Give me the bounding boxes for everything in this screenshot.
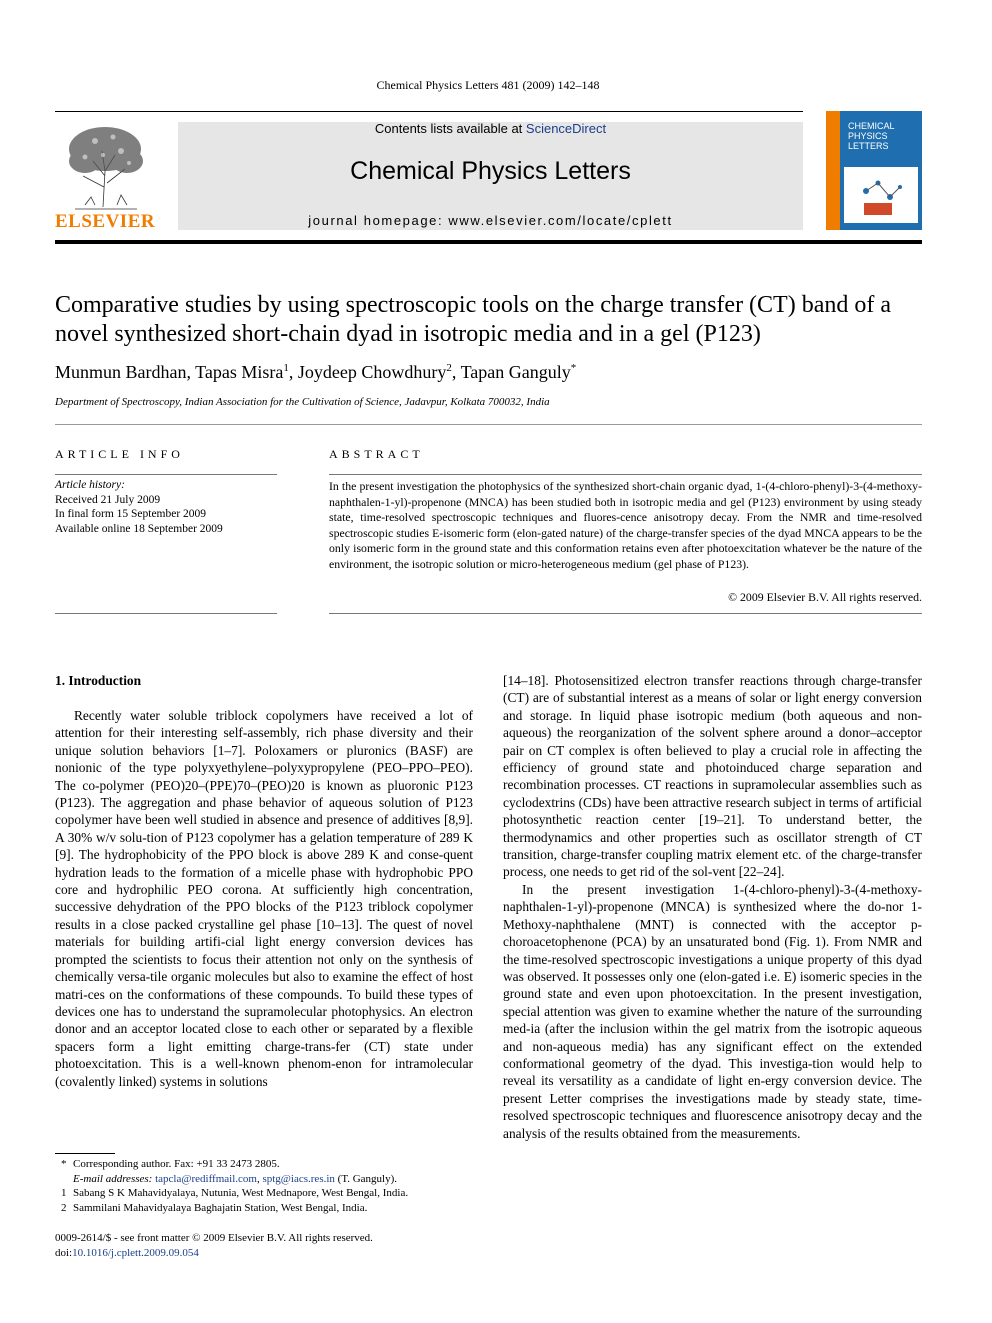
received-date: Received 21 July 2009 — [55, 493, 161, 506]
doi-link[interactable]: 10.1016/j.cplett.2009.09.054 — [72, 1246, 199, 1259]
footnote-2: 2 Sammilani Mahavidyalaya Baghajatin Station, West Bengal, India. — [61, 1201, 368, 1214]
footnote-1: 1 Sabang S K Mahavidyalaya, Nutunia, West Mednapore, West Bengal, India. — [61, 1187, 409, 1200]
contents-prefix: Contents lists available at — [374, 121, 526, 136]
issn-doi-block — [55, 1231, 373, 1260]
corresponding-author-mark[interactable]: * — [570, 362, 577, 374]
body-column-right — [503, 672, 922, 1142]
sciencedirect-link[interactable]: ScienceDirect — [525, 121, 607, 136]
running-head: Chemical Physics Letters 481 (2009) 142–148 — [376, 78, 600, 92]
footnote-rule — [55, 1153, 115, 1154]
journal-name: Chemical Physics Letters — [350, 157, 631, 185]
author-footnote-mark[interactable]: 2 — [446, 362, 452, 374]
author-name: Tapan Ganguly — [460, 362, 571, 382]
body-column-left — [55, 707, 473, 1090]
abstract-text: In the present investigation the photophysics of the synthesized short-chain organic dyad, 1-(4-chloro-phenyl)-3-(4-methoxy-naphthalen-1-yl)-propenone (MNCA) has been studied both in isotropic media and gel (P123) environment by using steady state, time-resolved spectroscopic techniques and fluores-cence anisotropy decay. From the NMR and time-resolved spectroscopic studies E-isomeric form (elon-gated nature) of the charge-transfer species of the dyad MNCA appears to be the only isomeric form in the ground state and this conformation retains even after photoexcitation whatever be the nature of the environment, the isotropic solution or micro-heterogeneous medium (gel phase of P123). — [329, 479, 922, 571]
doi-line: doi:10.1016/j.cplett.2009.09.054 — [55, 1246, 199, 1259]
author-footnote-mark[interactable]: 1 — [283, 362, 289, 374]
footnote-corresponding: * Corresponding author. Fax: +91 33 2473 2805. — [61, 1158, 280, 1170]
abstract-copyright: © 2009 Elsevier B.V. All rights reserved. — [728, 590, 922, 604]
body-paragraph: In the present investigation 1-(4-chloro-phenyl)-3-(4-methoxy-naphthalen-1-yl)-propenone (MNCA) is synthesized where the do-nor 1-Methoxy-naphthalene (MNT) is connected with the acceptor p-choroacetophenone (PCA) by an unsaturated bond (Fig. 1). From NMR and the time-resolved spectroscopic investigations a unique property of this dyad was observed. It possesses only one (elon-gated i.e. E) isomeric species in the ground state and even upon photoexcitation. In the present investigation, special attention was given to examine whether the nature of the surrounding med-ia (after the inclusion within the gel matrix from the isotropic aqueous and non-aqueous media) has any significant effect on the extended conformational geometry of the dyad. This investiga-tion would help to reveal its versatility as a candidate of light en-ergy conversion device. The present Letter comprises the investigations made by steady state, time-resolved spectroscopic techniques and fluorescence anisotropy decay and the analysis of the results obtained from the measurements. — [503, 881, 922, 1141]
section-heading-introduction: 1. Introduction — [55, 673, 142, 688]
elsevier-wordmark: ELSEVIER — [55, 211, 156, 232]
article-info-heading: ARTICLE INFO — [55, 447, 184, 461]
affiliation: Department of Spectroscopy, Indian Association for the Cultivation of Science, Jadavpur, Kolkata 700032, India — [55, 396, 550, 408]
author-name: Munmun Bardhan — [55, 362, 187, 382]
header-rule — [55, 111, 803, 112]
header-thick-rule — [55, 240, 922, 244]
article-info-rule — [55, 474, 277, 475]
author-name: Joydeep Chowdhury — [297, 362, 447, 382]
author-list: Munmun Bardhan, Tapas Misra$^1$, Joydeep Chowdhury$^2$, Tapan Ganguly* — [55, 362, 577, 382]
journal-cover — [826, 111, 922, 230]
abstract-bottom-rule — [329, 613, 922, 614]
history-label: Article history: — [55, 479, 125, 491]
contents-line — [178, 121, 803, 136]
footnote-emails: E-mail addresses: tapcla@rediffmail.com, sptg@iacs.res.in (T. Ganguly). — [73, 1172, 398, 1185]
author-name: Tapas Misra — [195, 362, 284, 382]
final-form-date: In final form 15 September 2009 — [55, 508, 207, 520]
abstract-heading: ABSTRACT — [329, 447, 424, 461]
affiliation-rule — [55, 424, 922, 425]
abstract-rule — [329, 474, 922, 475]
body-paragraph: [14–18]. Photosensitized electron transfer reactions through charge-transfer (CT) are of substantial interest as a means of solar or light energy conversion and storage. In liquid phase isotropic medium (both aqueous and non-aqueous) the reorganization of the solvent sphere around a donor–acceptor pair on CT complex is often believed to play a crucial role in affecting the efficiency of ground state and photoinduced charge separation and recombination processes. CT reactions in supramolecular assemblies such as cyclodextrins (CDs) have been attractive research subject in terms of artificial photosynthetic reaction center [19–21]. To understand better, the thermodynamics and other properties such as oscillator strength of CT transition, charge-transfer coupling matrix element etc. of the charge-transfer process, one needs to get rid of the sol-vent [22–24]. — [503, 673, 922, 880]
footnotes — [55, 1157, 473, 1215]
cover-title: CHEMICAL PHYSICS LETTERS — [848, 121, 895, 151]
email-link[interactable]: tapcla@rediffmail.com — [155, 1172, 257, 1185]
online-date: Available online 18 September 2009 — [55, 522, 223, 535]
elsevier-tree-icon — [55, 121, 155, 211]
body-paragraph: Recently water soluble triblock copolymers have received a lot of attention for their interesting self-assembly, rich phase diversity and their unique solution behaviors [1–7]. Poloxamers or pluronics (BASF) are nonionic of the type polyxyethylene–polyxypropylene (PEO–PPO–PEO). The co-polymer (PEO)20–(PPE)70–(PEO)20 is known as pluoronic P123 (P123). The aggregation and phase behavior of aqueous solution of P123 copolymer have been well studied in absence and presence of additives [8,9]. A 30% w/v solu-tion of P123 copolymer has a gelation temperature of 289 K [9]. The hydrophobicity of the PPO block is above 289 K and conse-quent hydration leads to the formation of a micelle phase with hydrophobic PPO core and hydrophilic PEO corona. At sufficiently high concentration, successive dehydration of the PPO blocks of the P123 triblock copolymer results in a close packed crystalline gel phase [10–13]. The quest of novel materials for building artifi-cial light energy conversion devices has prompted the scientists to focus their attention not only on the synthesis of chemically versa-tile organic molecules but also to examine the effect of host matri-ces on the conformations of these compounds. To build these types of devices one has to understand the supramolecular photophysics. An electron donor and an acceptor located close to each other or separated by a flexible spacers form a light emitting charge-trans-fer (CT) state under photoexcitation. This is a well-known phenom-enon for intramolecular (covalently linked) systems in solutions — [55, 708, 473, 1089]
email-link[interactable]: sptg@iacs.res.in — [262, 1172, 335, 1185]
issn-line: 0009-2614/$ - see front matter © 2009 Elsevier B.V. All rights reserved. — [55, 1232, 373, 1244]
article-title: Comparative studies by using spectroscopic tools on the charge transfer (CT) band of a novel synthesized short-chain dyad in isotropic media and in a gel (P123) — [55, 292, 892, 347]
article-history — [55, 478, 223, 536]
article-info-bottom-rule — [55, 613, 277, 614]
journal-homepage[interactable]: journal homepage: www.elsevier.com/locate/cplett — [308, 213, 673, 228]
